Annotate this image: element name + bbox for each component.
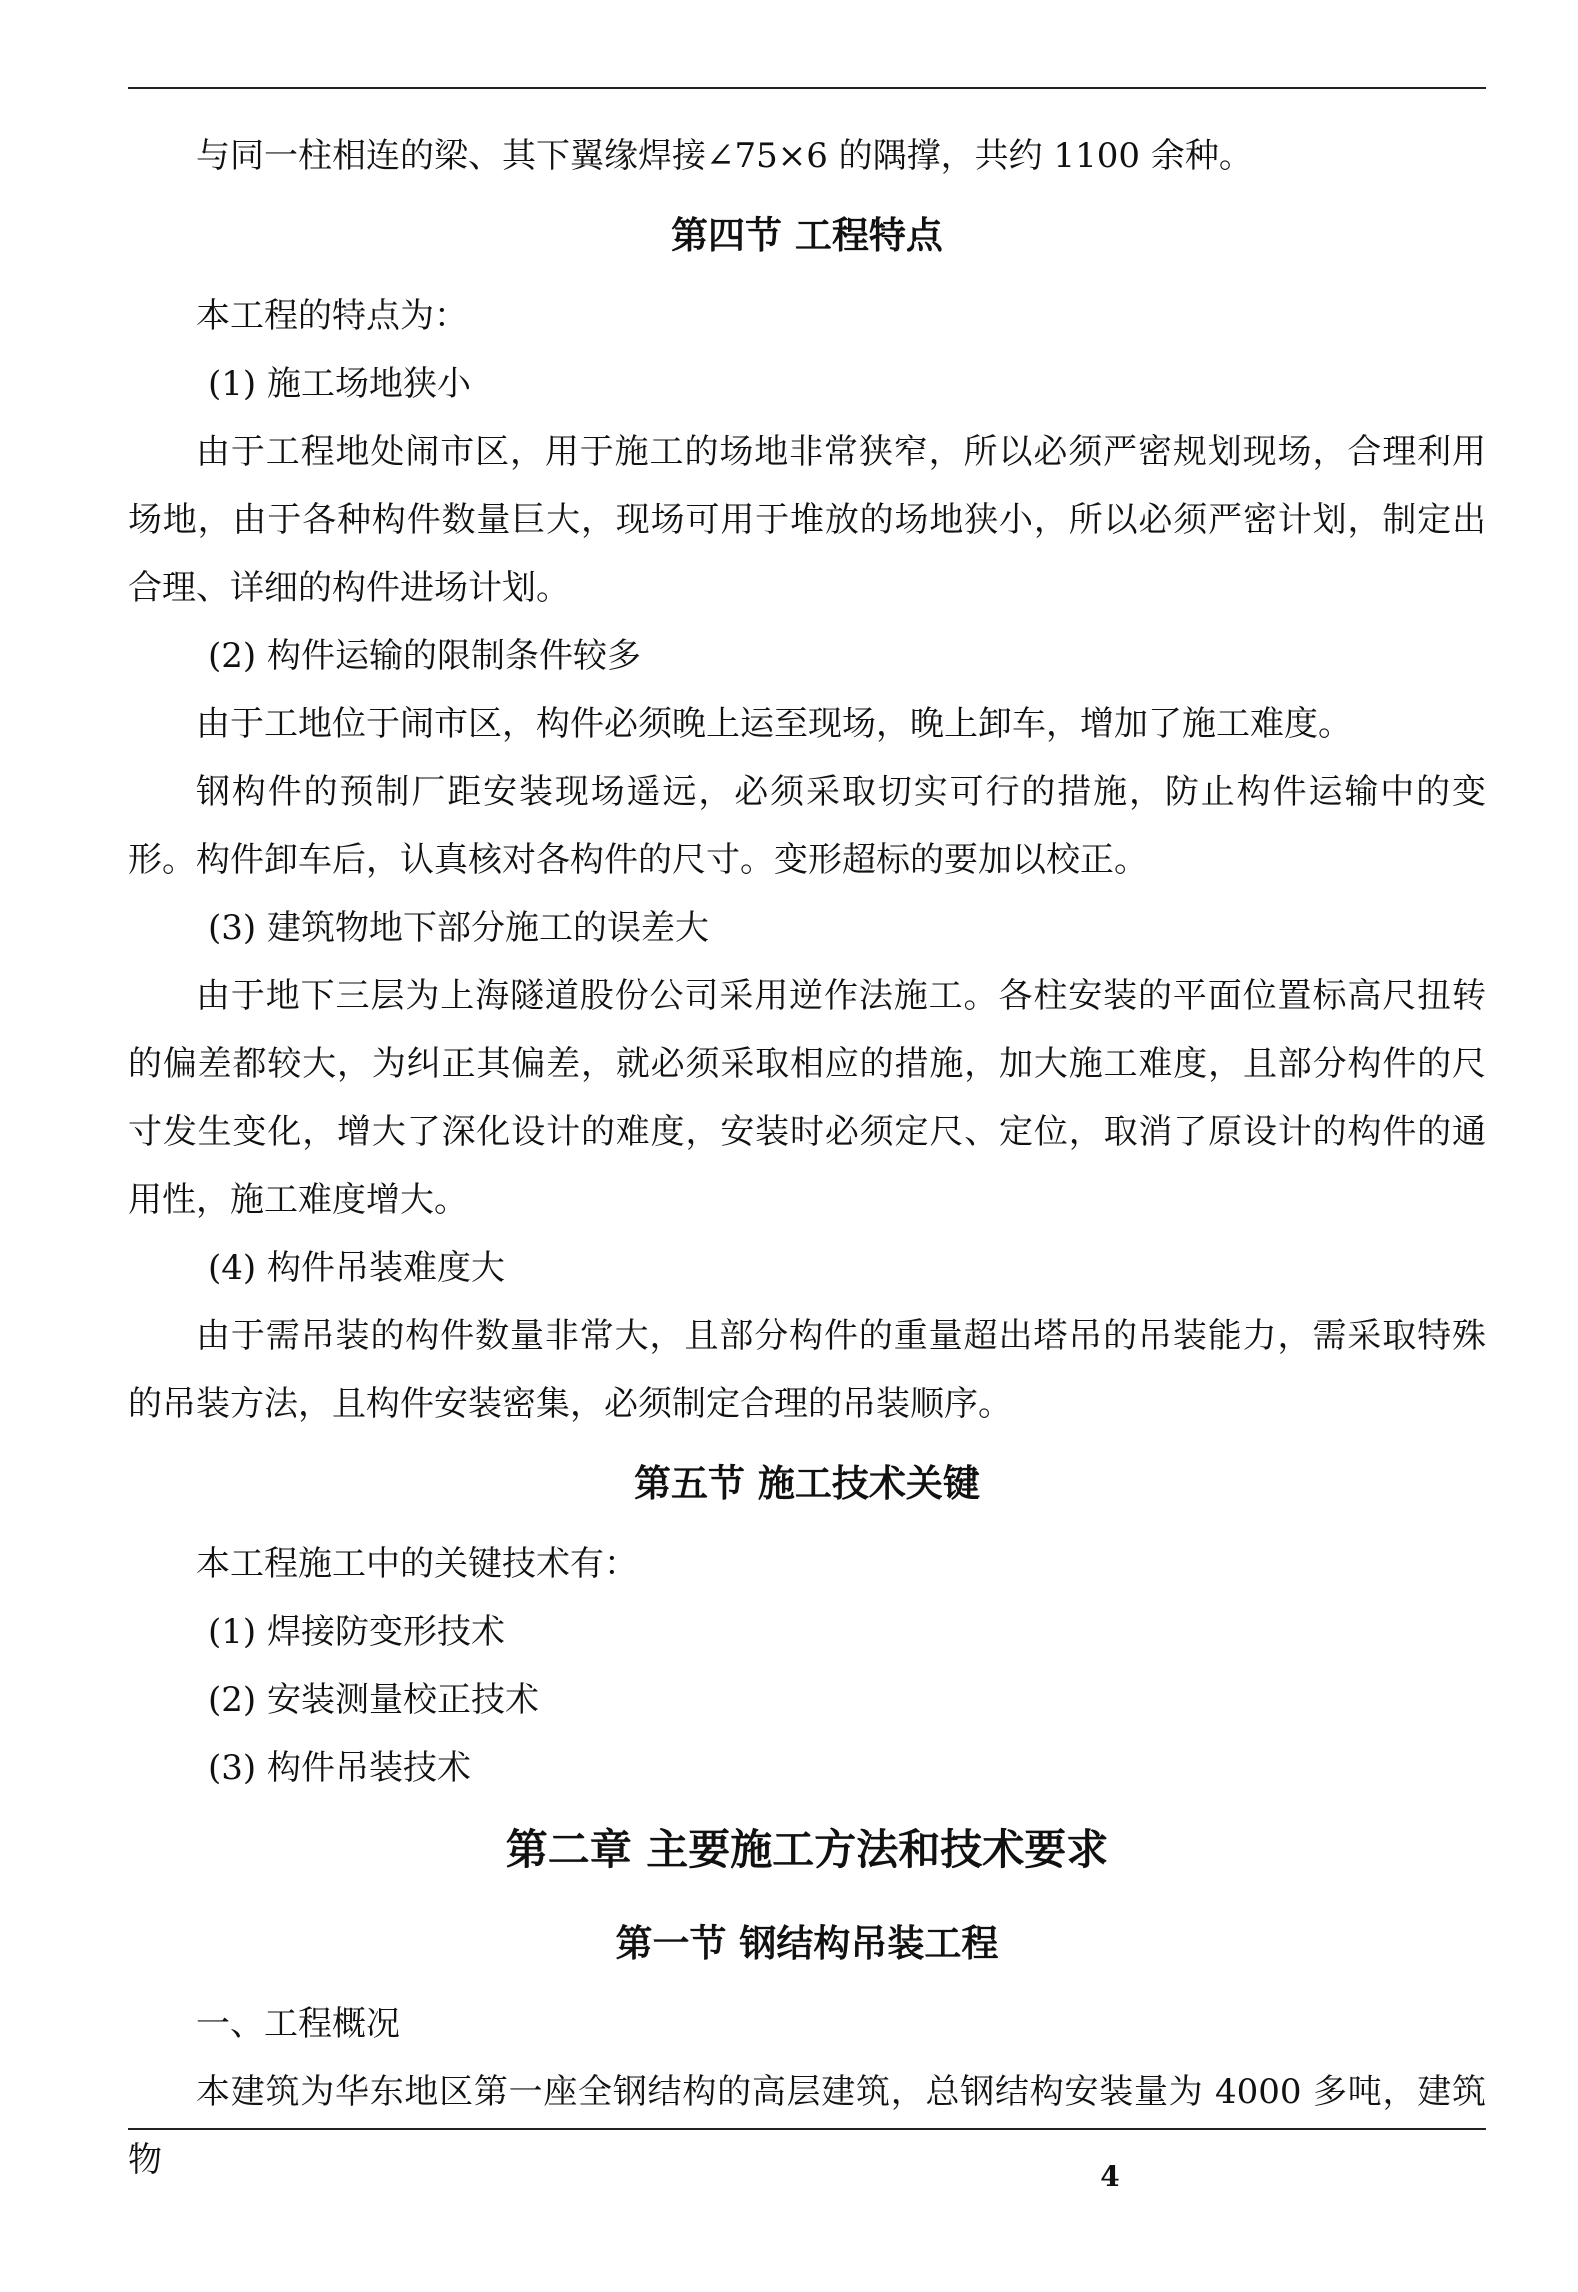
- item3-paragraph: 由于地下三层为上海隧道股份公司采用逆作法施工。各柱安装的平面位置标高尺扭转的偏差都较大，为纠正其偏差，就必须采取相应的措施，加大施工难度，且部分构件的尺寸发生变化，增大了深化设计的难度，安装时必须定尺、定位，取消了原设计的构件的通用性，施工难度增大。: [128, 976, 1486, 1220]
- footer-rule: [128, 2128, 1486, 2130]
- paragraph-continuation: 与同一柱相连的梁、其下翼缘焊接∠75×6 的隅撑，共约 1100 余种。: [196, 136, 1253, 176]
- chapter2-paragraph-1: 本建筑为华东地区第一座全钢结构的高层建筑，总钢结构安装量为 4000 多吨，建筑物: [128, 2072, 1486, 2180]
- chapter2-section-heading-1: 第一节 钢结构吊装工程: [615, 1922, 999, 1965]
- page-body: [128, 122, 1486, 2194]
- section-heading-5: 第五节 施工技术关键: [634, 1462, 980, 1505]
- section-heading-4: 第四节 工程特点: [671, 214, 943, 257]
- item3-heading: (3) 建筑物地下部分施工的误差大: [208, 908, 709, 948]
- chapter-heading-2: 第二章 主要施工方法和技术要求: [505, 1825, 1109, 1874]
- section5-item-3: (3) 构件吊装技术: [208, 1748, 471, 1788]
- item4-paragraph: 由于需吊装的构件数量非常大，且部分构件的重量超出塔吊的吊装能力，需采取特殊的吊装方法，且构件安装密集，必须制定合理的吊装顺序。: [128, 1316, 1486, 1424]
- item1-heading: (1) 施工场地狭小: [208, 364, 471, 404]
- chapter2-subheading-1: 一、工程概况: [196, 2004, 400, 2044]
- page-number: 4: [1100, 2160, 1120, 2193]
- section4-intro: 本工程的特点为：: [196, 296, 468, 336]
- item2-heading: (2) 构件运输的限制条件较多: [208, 636, 641, 676]
- section5-item-2: (2) 安装测量校正技术: [208, 1680, 539, 1720]
- section5-intro: 本工程施工中的关键技术有：: [196, 1544, 638, 1584]
- item2-paragraph-2: 钢构件的预制厂距安装现场遥远，必须采取切实可行的措施，防止构件运输中的变形。构件卸车后，认真核对各构件的尺寸。变形超标的要加以校正。: [128, 772, 1486, 880]
- item2-paragraph-1: 由于工地位于闹市区，构件必须晚上运至现场，晚上卸车，增加了施工难度。: [196, 704, 1352, 744]
- section5-item-1: (1) 焊接防变形技术: [208, 1612, 505, 1652]
- item4-heading: (4) 构件吊装难度大: [208, 1248, 505, 1288]
- header-rule: [128, 87, 1486, 89]
- item1-paragraph: 由于工程地处闹市区，用于施工的场地非常狭窄，所以必须严密规划现场，合理利用场地，由于各种构件数量巨大，现场可用于堆放的场地狭小，所以必须严密计划，制定出合理、详细的构件进场计划。: [128, 432, 1486, 608]
